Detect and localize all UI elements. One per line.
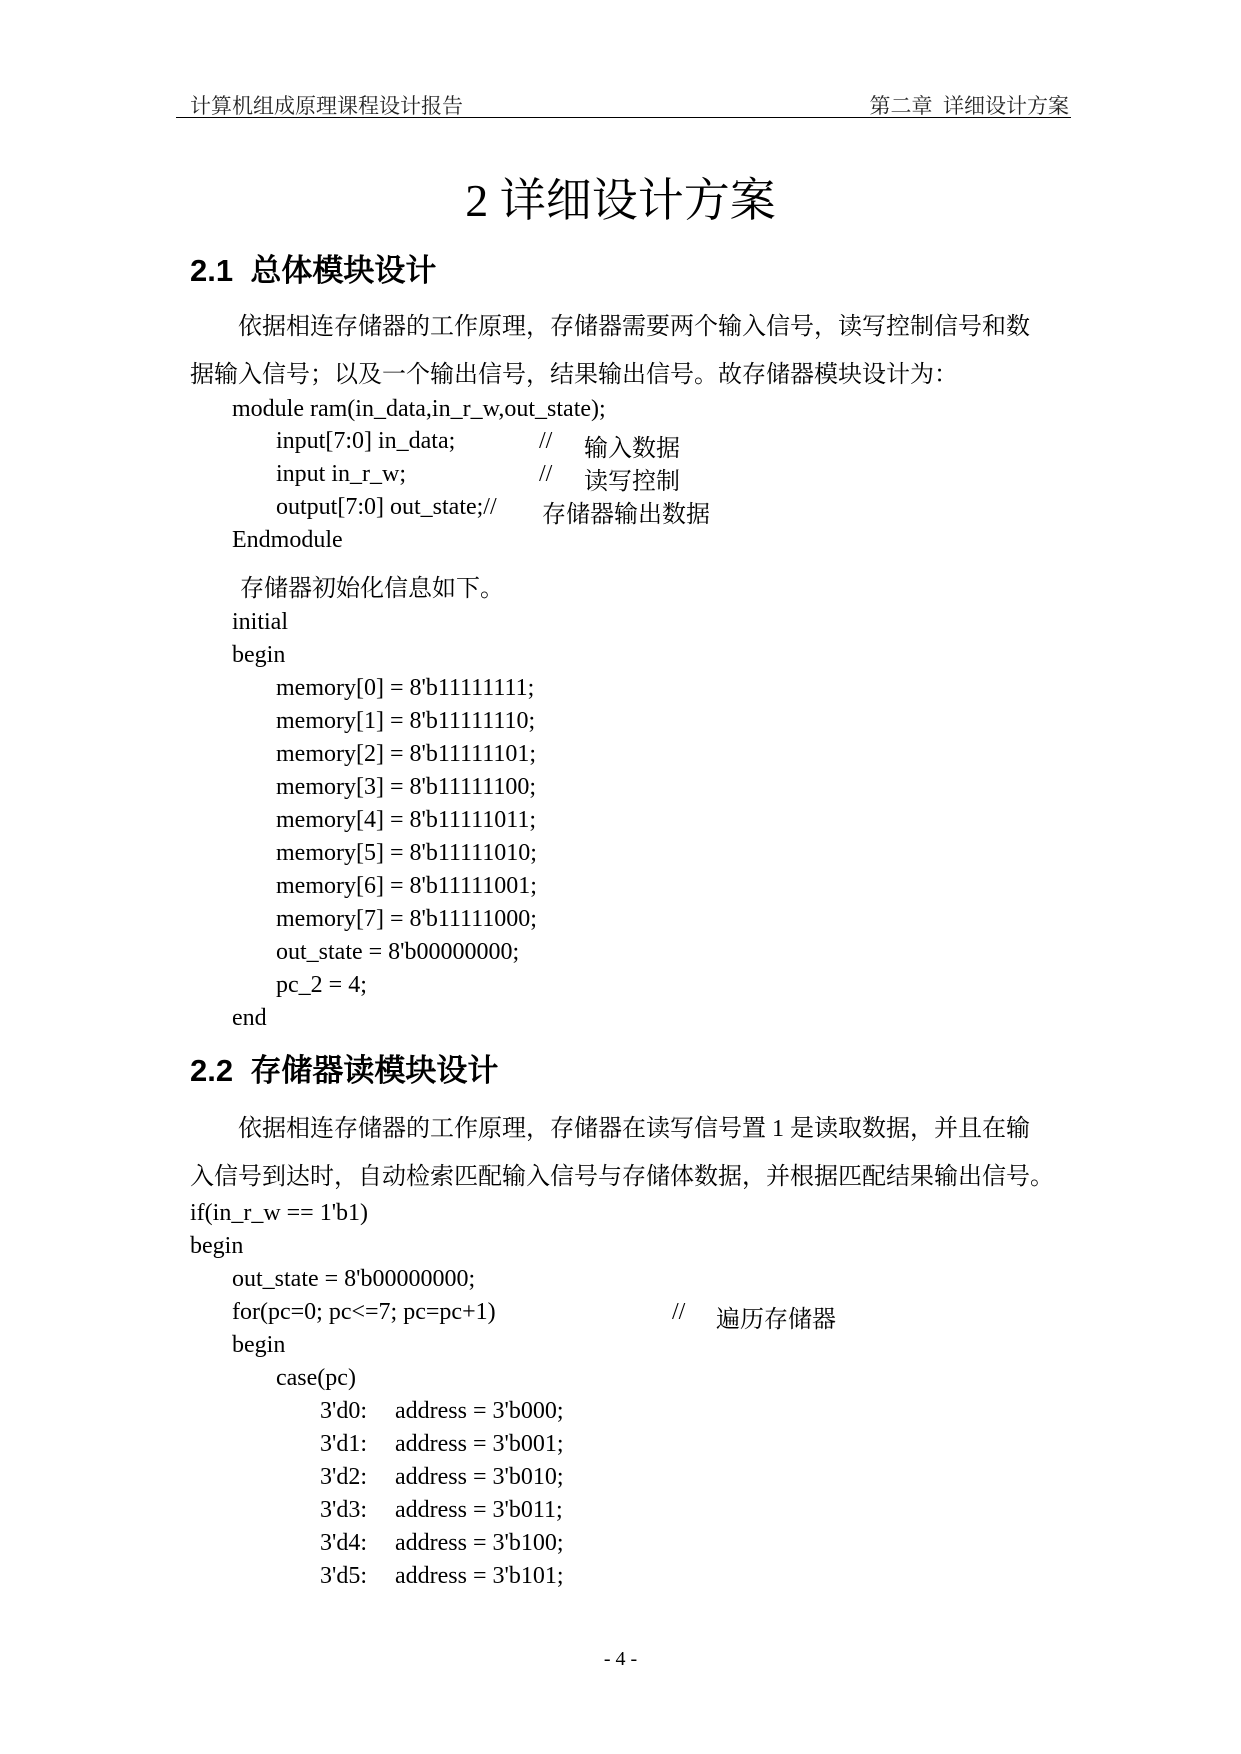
paragraph-line: 依据相连存储器的工作原理，存储器需要两个输入信号，读写控制信号和数 <box>238 314 1030 340</box>
case-label: 3'd4: <box>320 1530 367 1556</box>
code-line: for(pc=0; pc<=7; pc=pc+1) <box>232 1299 496 1325</box>
code-comment-slash: // <box>539 461 553 487</box>
paragraph-line: 据输入信号；以及一个输出信号，结果输出信号。故存储器模块设计为： <box>190 362 958 388</box>
code-line: case(pc) <box>276 1365 356 1391</box>
code-line: module ram(in_data,in_r_w,out_state); <box>232 396 606 422</box>
case-statement: address = 3'b101; <box>395 1563 564 1589</box>
code-line: end <box>232 1005 267 1031</box>
code-line: begin <box>190 1233 244 1259</box>
case-label: 3'd1: <box>320 1431 367 1457</box>
case-statement: address = 3'b000; <box>395 1398 564 1424</box>
code-line: memory[6] = 8'b11111001; <box>276 873 537 899</box>
code-line: input in_r_w; <box>276 461 406 487</box>
code-line: memory[2] = 8'b11111101; <box>276 741 537 767</box>
case-statement: address = 3'b011; <box>395 1497 563 1523</box>
case-label: 3'd2: <box>320 1464 367 1490</box>
code-line: if(in_r_w == 1'b1) <box>190 1200 369 1226</box>
code-line: initial <box>232 609 288 635</box>
code-line: out_state = 8'b00000000; <box>232 1266 476 1292</box>
page-number: - 4 - <box>603 1648 638 1670</box>
chapter-title: 2 详细设计方案 <box>465 175 776 226</box>
code-line: memory[4] = 8'b11111011; <box>276 807 537 833</box>
section-title-2-1: 2.1 总体模块设计 <box>190 253 437 288</box>
paragraph-line: 依据相连存储器的工作原理，存储器在读写信号置 1 是读取数据，并且在输 <box>238 1116 1030 1142</box>
code-line: memory[3] = 8'b11111100; <box>276 774 537 800</box>
code-line: memory[7] = 8'b11111000; <box>276 906 537 932</box>
case-statement: address = 3'b100; <box>395 1530 564 1556</box>
section-title-2-2: 2.2 存储器读模块设计 <box>190 1053 499 1088</box>
paragraph-line: 入信号到达时，自动检索匹配输入信号与存储体数据，并根据匹配结果输出信号。 <box>190 1164 1054 1190</box>
code-line: memory[0] = 8'b11111111; <box>276 675 535 701</box>
code-line: out_state = 8'b00000000; <box>276 939 520 965</box>
case-label: 3'd5: <box>320 1563 367 1589</box>
code-comment: 遍历存储器 <box>716 1307 836 1333</box>
running-header-title: 计算机组成原理课程设计报告 <box>190 94 463 118</box>
case-label: 3'd3: <box>320 1497 367 1523</box>
case-label: 3'd0: <box>320 1398 367 1424</box>
code-line: memory[5] = 8'b11111010; <box>276 840 537 866</box>
case-statement: address = 3'b001; <box>395 1431 564 1457</box>
paragraph-line: 存储器初始化信息如下。 <box>240 576 504 602</box>
code-line: Endmodule <box>232 527 343 553</box>
code-line: memory[1] = 8'b11111110; <box>276 708 536 734</box>
header-rule <box>176 117 1071 118</box>
code-comment: 存储器输出数据 <box>542 502 710 528</box>
code-comment: 输入数据 <box>584 436 680 462</box>
code-line: output[7:0] out_state;// <box>276 494 497 520</box>
code-comment-slash: // <box>539 428 553 454</box>
code-line: pc_2 = 4; <box>276 972 367 998</box>
running-header-chapter: 第二章 详细设计方案 <box>869 94 1069 118</box>
code-line: input[7:0] in_data; <box>276 428 456 454</box>
code-comment: 读写控制 <box>584 469 680 495</box>
code-line: begin <box>232 1332 286 1358</box>
code-comment-slash: // <box>672 1299 686 1325</box>
case-statement: address = 3'b010; <box>395 1464 564 1490</box>
code-line: begin <box>232 642 286 668</box>
